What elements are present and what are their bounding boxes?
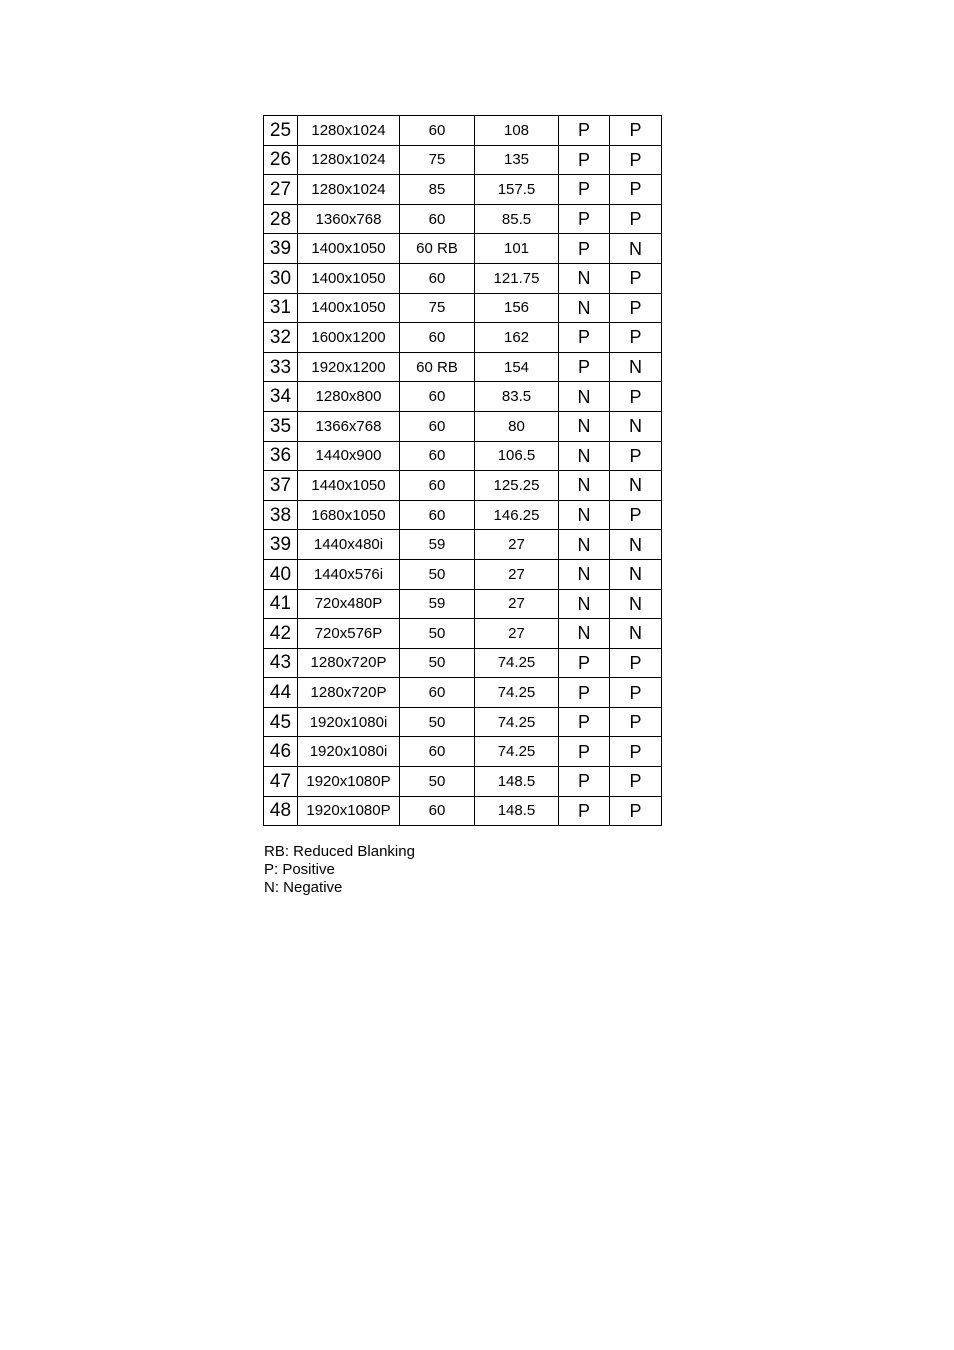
cell-vsync-polarity: P [610,145,662,175]
cell-vsync-polarity: N [610,619,662,649]
cell-mode-number: 39 [264,234,298,264]
cell-vertical-frequency: 50 [400,648,475,678]
cell-pixel-clock: 74.25 [475,678,559,708]
cell-vertical-frequency: 60 [400,116,475,146]
cell-vsync-polarity: P [610,796,662,826]
cell-mode-number: 44 [264,678,298,708]
cell-resolution: 720x576P [298,619,400,649]
cell-mode-number: 38 [264,500,298,530]
cell-resolution: 1280x1024 [298,175,400,205]
cell-resolution: 1280x1024 [298,116,400,146]
cell-vertical-frequency: 60 [400,678,475,708]
cell-vsync-polarity: P [610,204,662,234]
cell-hsync-polarity: P [559,323,610,353]
cell-hsync-polarity: P [559,767,610,797]
table-row [264,737,662,767]
cell-vertical-frequency: 75 [400,145,475,175]
cell-resolution: 1366x768 [298,411,400,441]
cell-mode-number: 31 [264,293,298,323]
cell-mode-number: 47 [264,767,298,797]
cell-hsync-polarity: N [559,471,610,501]
cell-mode-number: 35 [264,411,298,441]
cell-resolution: 1400x1050 [298,234,400,264]
cell-pixel-clock: 135 [475,145,559,175]
legend-negative: N: Negative [264,879,343,896]
table-row [264,234,662,264]
cell-vsync-polarity: P [610,648,662,678]
cell-pixel-clock: 27 [475,530,559,560]
cell-mode-number: 43 [264,648,298,678]
cell-pixel-clock: 74.25 [475,737,559,767]
table-row [264,767,662,797]
cell-vertical-frequency: 50 [400,767,475,797]
cell-vsync-polarity: N [610,530,662,560]
cell-hsync-polarity: N [559,530,610,560]
cell-vertical-frequency: 60 [400,441,475,471]
cell-vertical-frequency: 60 [400,796,475,826]
cell-resolution: 1920x1080i [298,737,400,767]
cell-mode-number: 45 [264,707,298,737]
cell-resolution: 1280x720P [298,678,400,708]
cell-vsync-polarity: P [610,116,662,146]
cell-hsync-polarity: P [559,175,610,205]
cell-vertical-frequency: 50 [400,707,475,737]
table-row [264,678,662,708]
cell-vertical-frequency: 60 [400,471,475,501]
table-row [264,796,662,826]
cell-hsync-polarity: P [559,204,610,234]
cell-mode-number: 26 [264,145,298,175]
table-row [264,589,662,619]
cell-vertical-frequency: 75 [400,293,475,323]
table-row [264,382,662,412]
cell-resolution: 1920x1080P [298,796,400,826]
cell-pixel-clock: 154 [475,352,559,382]
cell-mode-number: 34 [264,382,298,412]
cell-pixel-clock: 146.25 [475,500,559,530]
cell-vertical-frequency: 60 RB [400,234,475,264]
cell-hsync-polarity: P [559,796,610,826]
cell-vsync-polarity: P [610,737,662,767]
cell-resolution: 1440x576i [298,559,400,589]
cell-hsync-polarity: P [559,116,610,146]
cell-pixel-clock: 80 [475,411,559,441]
cell-vsync-polarity: N [610,352,662,382]
cell-pixel-clock: 85.5 [475,204,559,234]
cell-resolution: 1280x720P [298,648,400,678]
cell-hsync-polarity: P [559,648,610,678]
cell-pixel-clock: 125.25 [475,471,559,501]
cell-vsync-polarity: P [610,323,662,353]
cell-resolution: 1440x900 [298,441,400,471]
cell-resolution: 720x480P [298,589,400,619]
cell-vertical-frequency: 60 RB [400,352,475,382]
legend [264,843,415,897]
cell-resolution: 1920x1200 [298,352,400,382]
cell-vsync-polarity: P [610,767,662,797]
table-row [264,145,662,175]
cell-mode-number: 27 [264,175,298,205]
cell-resolution: 1920x1080P [298,767,400,797]
cell-vsync-polarity: N [610,589,662,619]
table-row [264,204,662,234]
timing-table [263,115,662,826]
cell-resolution: 1680x1050 [298,500,400,530]
timing-table-body [264,116,662,826]
cell-hsync-polarity: P [559,352,610,382]
cell-pixel-clock: 101 [475,234,559,264]
cell-pixel-clock: 74.25 [475,707,559,737]
table-row [264,323,662,353]
cell-hsync-polarity: N [559,559,610,589]
cell-vertical-frequency: 50 [400,619,475,649]
cell-pixel-clock: 27 [475,619,559,649]
table-row [264,411,662,441]
cell-vertical-frequency: 60 [400,204,475,234]
cell-vsync-polarity: N [610,411,662,441]
cell-hsync-polarity: N [559,589,610,619]
cell-mode-number: 30 [264,263,298,293]
cell-vsync-polarity: P [610,707,662,737]
cell-hsync-polarity: N [559,263,610,293]
table-row [264,619,662,649]
cell-resolution: 1400x1050 [298,293,400,323]
cell-hsync-polarity: N [559,382,610,412]
cell-vertical-frequency: 85 [400,175,475,205]
table-row [264,263,662,293]
cell-pixel-clock: 157.5 [475,175,559,205]
cell-mode-number: 39 [264,530,298,560]
cell-vsync-polarity: N [610,234,662,264]
cell-hsync-polarity: N [559,293,610,323]
cell-mode-number: 28 [264,204,298,234]
legend-reduced-blanking: RB: Reduced Blanking [264,843,415,860]
cell-hsync-polarity: P [559,678,610,708]
cell-mode-number: 36 [264,441,298,471]
cell-mode-number: 41 [264,589,298,619]
cell-resolution: 1440x1050 [298,471,400,501]
table-row [264,175,662,205]
cell-vertical-frequency: 60 [400,382,475,412]
cell-pixel-clock: 83.5 [475,382,559,412]
cell-resolution: 1920x1080i [298,707,400,737]
cell-hsync-polarity: N [559,500,610,530]
cell-mode-number: 42 [264,619,298,649]
cell-hsync-polarity: N [559,441,610,471]
cell-resolution: 1400x1050 [298,263,400,293]
cell-vertical-frequency: 59 [400,530,475,560]
cell-mode-number: 40 [264,559,298,589]
cell-pixel-clock: 121.75 [475,263,559,293]
cell-hsync-polarity: P [559,707,610,737]
cell-resolution: 1440x480i [298,530,400,560]
cell-vsync-polarity: P [610,263,662,293]
table-row [264,707,662,737]
table-row [264,471,662,501]
cell-pixel-clock: 106.5 [475,441,559,471]
cell-pixel-clock: 74.25 [475,648,559,678]
cell-vertical-frequency: 60 [400,323,475,353]
cell-pixel-clock: 162 [475,323,559,353]
cell-hsync-polarity: N [559,411,610,441]
cell-vsync-polarity: P [610,175,662,205]
table-row [264,352,662,382]
table-row [264,648,662,678]
cell-vsync-polarity: P [610,678,662,708]
cell-mode-number: 25 [264,116,298,146]
cell-vsync-polarity: P [610,500,662,530]
cell-vertical-frequency: 59 [400,589,475,619]
cell-pixel-clock: 27 [475,589,559,619]
cell-mode-number: 46 [264,737,298,767]
cell-vsync-polarity: P [610,441,662,471]
cell-pixel-clock: 148.5 [475,796,559,826]
cell-mode-number: 37 [264,471,298,501]
table-row [264,530,662,560]
cell-resolution: 1360x768 [298,204,400,234]
table-row [264,116,662,146]
cell-resolution: 1280x1024 [298,145,400,175]
cell-vertical-frequency: 60 [400,263,475,293]
cell-vsync-polarity: P [610,382,662,412]
table-row [264,293,662,323]
cell-vertical-frequency: 50 [400,559,475,589]
legend-positive: P: Positive [264,861,335,878]
cell-mode-number: 32 [264,323,298,353]
cell-vertical-frequency: 60 [400,737,475,767]
cell-resolution: 1280x800 [298,382,400,412]
table-row [264,441,662,471]
cell-hsync-polarity: N [559,619,610,649]
cell-vsync-polarity: P [610,293,662,323]
table-row [264,559,662,589]
cell-vertical-frequency: 60 [400,411,475,441]
cell-hsync-polarity: P [559,145,610,175]
cell-vsync-polarity: N [610,471,662,501]
cell-hsync-polarity: P [559,234,610,264]
cell-vertical-frequency: 60 [400,500,475,530]
cell-pixel-clock: 108 [475,116,559,146]
cell-mode-number: 48 [264,796,298,826]
cell-mode-number: 33 [264,352,298,382]
cell-vsync-polarity: N [610,559,662,589]
cell-pixel-clock: 156 [475,293,559,323]
table-row [264,500,662,530]
cell-hsync-polarity: P [559,737,610,767]
cell-pixel-clock: 148.5 [475,767,559,797]
cell-resolution: 1600x1200 [298,323,400,353]
cell-pixel-clock: 27 [475,559,559,589]
